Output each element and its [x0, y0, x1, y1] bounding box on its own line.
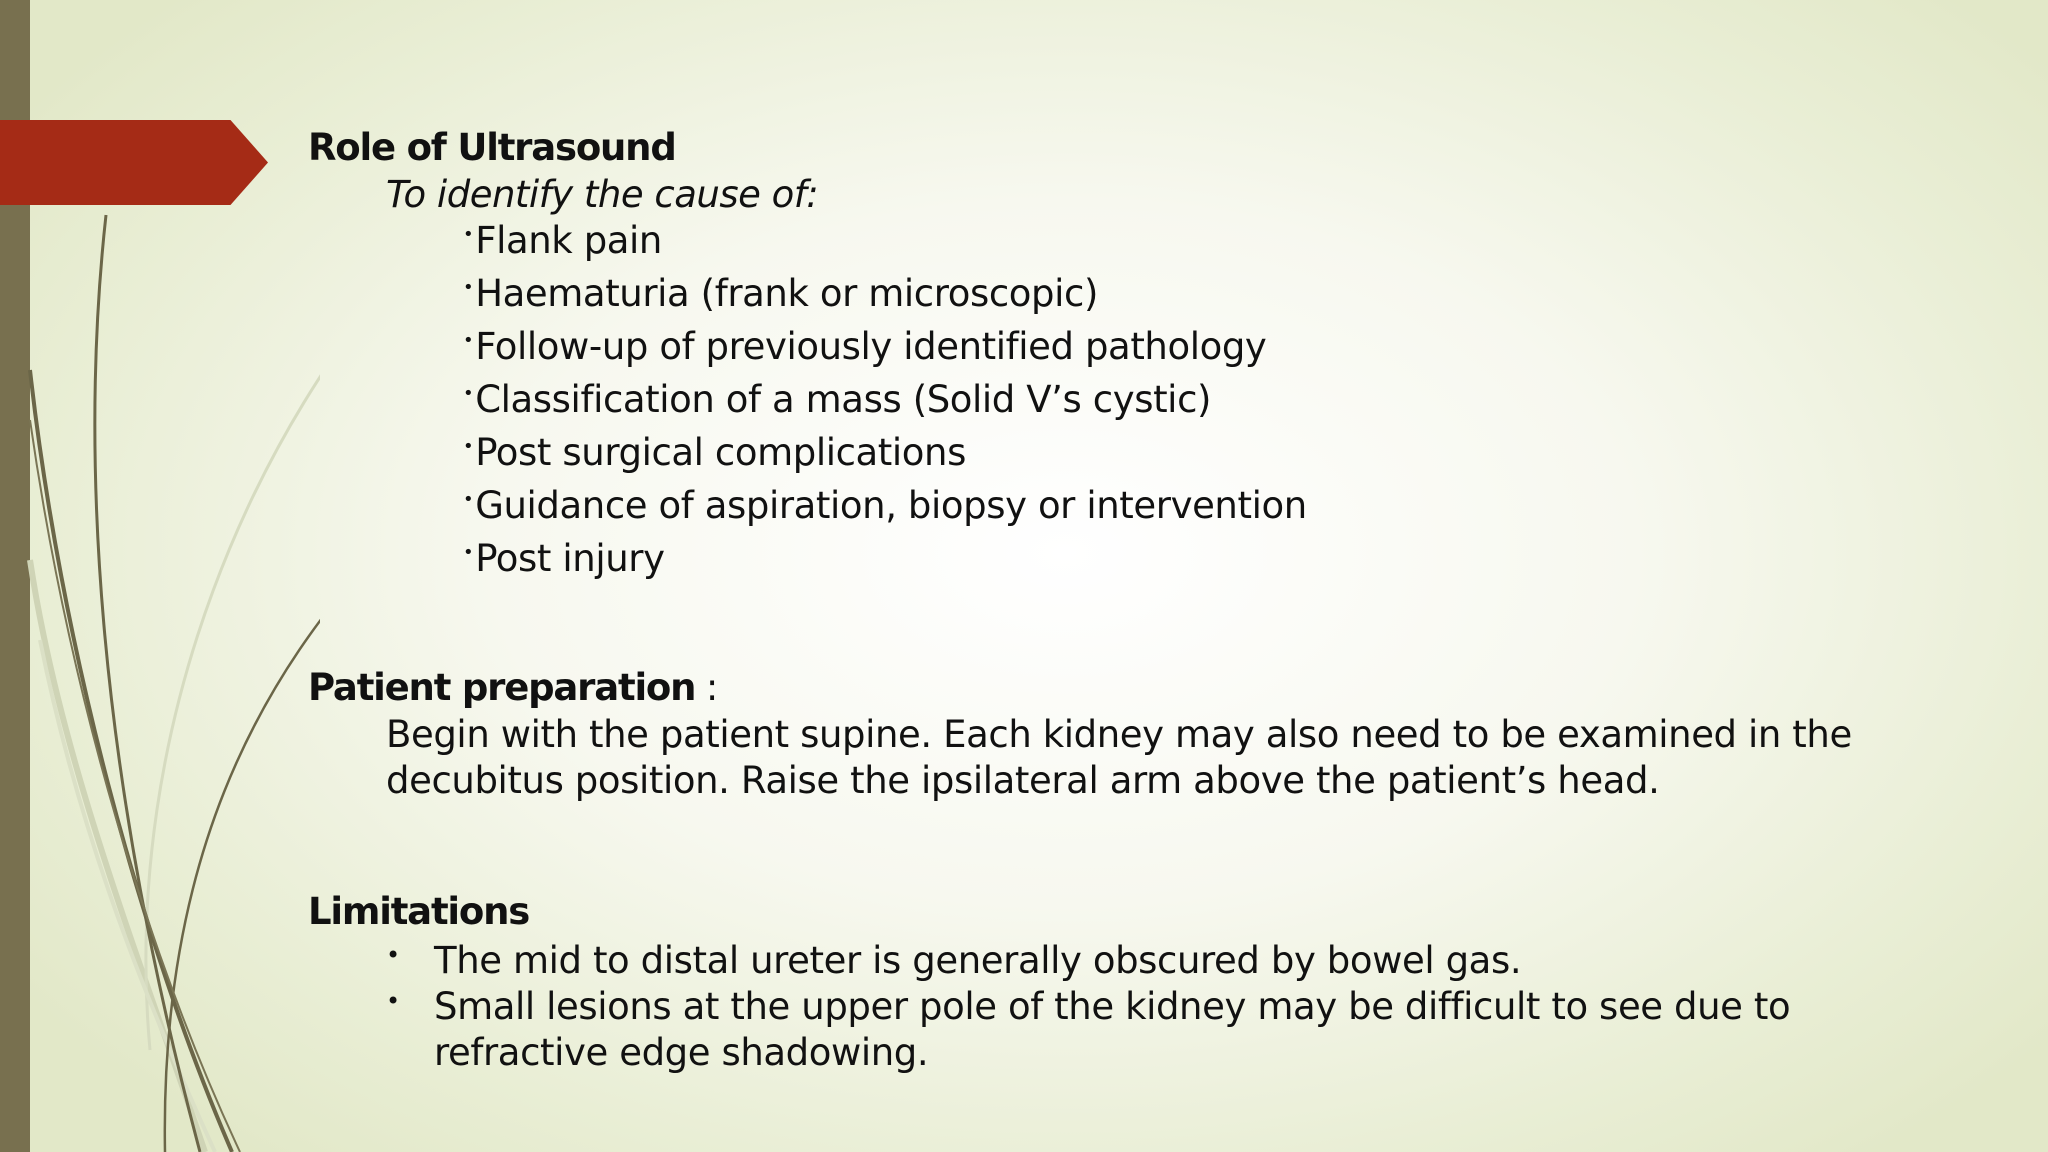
- bullet-icon: •: [463, 436, 474, 457]
- bullet-icon: •: [386, 941, 400, 969]
- preparation-heading: [308, 664, 2008, 712]
- bullet-icon: •: [463, 224, 474, 245]
- swoosh-light-3: [40, 640, 215, 1152]
- cause-item-text: Classification of a mass (Solid V’s cystic): [475, 378, 1212, 421]
- decorative-swooshes: [0, 0, 320, 1152]
- role-of-ultrasound-section: [308, 124, 2008, 589]
- preparation-colon: :: [695, 666, 718, 709]
- limitations-list: [386, 938, 2008, 1076]
- cause-item: [463, 377, 2008, 430]
- limitation-item-text: Small lesions at the upper pole of the kidney may be difficult to see due to refractive edge shadowing.: [434, 985, 1791, 1074]
- cause-item: [463, 218, 2008, 271]
- bullet-icon: •: [386, 987, 400, 1015]
- role-heading: Role of Ultrasound: [308, 126, 676, 169]
- preparation-heading-text: Patient preparation: [308, 666, 696, 709]
- limitations-heading: Limitations: [308, 890, 530, 933]
- patient-preparation-section: [308, 664, 2008, 804]
- bullet-icon: •: [463, 383, 474, 404]
- bullet-icon: •: [463, 330, 474, 351]
- cause-item: [463, 536, 2008, 589]
- cause-item-text: Haematuria (frank or microscopic): [475, 272, 1098, 315]
- cause-item: [463, 483, 2008, 536]
- limitations-section: [308, 888, 2008, 1076]
- preparation-text: Begin with the patient supine. Each kidney may also need to be examined in the decubitus position. Raise the ipsilateral arm above the patient’s head.: [386, 713, 1852, 802]
- limitation-item: [386, 938, 1934, 984]
- swoosh-dark-4: [30, 420, 240, 1152]
- cause-item-text: Follow-up of previously identified pathology: [475, 325, 1267, 368]
- swoosh-dark-3: [165, 528, 320, 1152]
- cause-item-text: Post surgical complications: [475, 431, 966, 474]
- limitation-item: [386, 984, 1934, 1076]
- cause-list: [463, 218, 2008, 589]
- cause-item: [463, 271, 2008, 324]
- cause-item: [463, 430, 2008, 483]
- cause-item: [463, 324, 2008, 377]
- cause-item-text: Post injury: [475, 537, 665, 580]
- swoosh-dark-1: [30, 370, 232, 1152]
- role-subheading: To identify the cause of:: [386, 173, 819, 216]
- limitation-item-text: The mid to distal ureter is generally obscured by bowel gas.: [434, 939, 1522, 982]
- bullet-icon: •: [463, 277, 474, 298]
- bullet-icon: •: [463, 489, 474, 510]
- cause-item-text: Flank pain: [475, 219, 662, 262]
- bullet-icon: •: [463, 542, 474, 563]
- cause-item-text: Guidance of aspiration, biopsy or intervention: [475, 484, 1307, 527]
- swoosh-light-2: [146, 255, 320, 1050]
